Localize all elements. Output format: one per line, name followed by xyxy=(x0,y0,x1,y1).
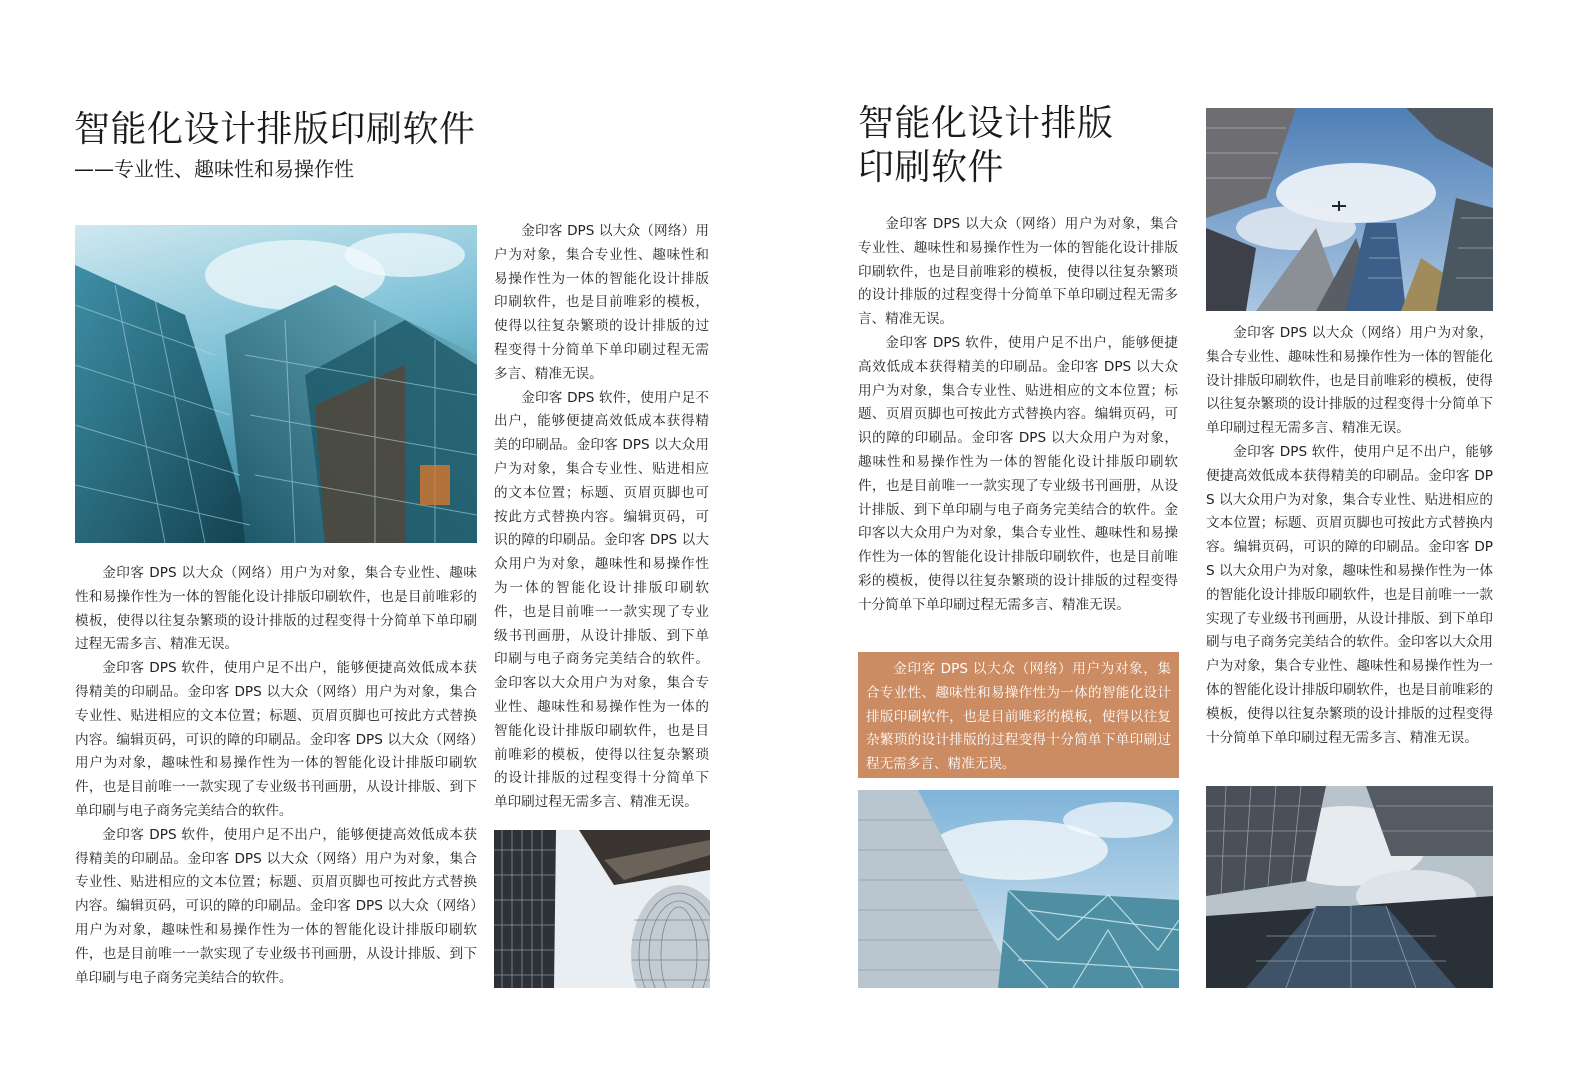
left-page-subtitle: ——专业性、趣味性和易操作性 xyxy=(74,157,354,181)
left-page-column-2 xyxy=(494,220,709,815)
callout-text: 金印客 DPS 以大众（网络）用户为对象，集合专业性、趣味性和易操作性为一体的智能化设计排版印刷软件，也是目前唯彩的模板，使得以往复杂繁琐的设计排版的过程变得十分简单下单印刷过程无需多言、精准无误。 xyxy=(866,661,1171,773)
glass-building-photo xyxy=(858,790,1179,988)
skyscrapers-photo xyxy=(494,830,710,988)
left-col2-paragraph-2: 金印客 DPS 软件，使用户足不出户，能够便捷高效低成本获得精美的印刷品。金印客 DPS 以大众用户为对象，集合专业性、贴进相应的文本位置；标题、页眉页脚也可按此方式替换内容。编辑页码，可识的障的印刷品。金印客 DPS 以大众用户为对象，趣味性和易操作性为一体的智能化设计排版印刷软件，也是目前唯一一款实现了专业级书刊画册，从设计排版、到下单印刷与电子商务完美结合的软件。金印客以大众用户为对象，集合专业性、趣味性和易操作性为一体的智能化设计排版印刷软件，也是目前唯彩的模板，使得以往复杂繁琐的设计排版的过程变得十分简单下单印刷过程无需多言、精准无误。 xyxy=(494,389,709,811)
right-col2-paragraph-1: 金印客 DPS 以大众（网络）用户为对象，集合专业性、趣味性和易操作性为一体的智能化设计排版印刷软件，也是目前唯彩的模板，使得以往复杂繁琐的设计排版的过程变得十分简单下单印刷过程无需多言、精准无误。 xyxy=(1206,325,1493,437)
right-page-column-1 xyxy=(858,213,1178,618)
left-page-column-1 xyxy=(75,562,477,990)
right-col1-paragraph-2: 金印客 DPS 软件，使用户足不出户，能够便捷高效低成本获得精美的印刷品。金印客 DPS 以大众用户为对象，集合专业性、贴进相应的文本位置；标题、页眉页脚也可按此方式替换内容。编辑页码，可识的障的印刷品。金印客 DPS 以大众用户为对象，趣味性和易操作性为一体的智能化设计排版印刷软件，也是目前唯一一款实现了专业级书刊画册，从设计排版、到下单印刷与电子商务完美结合的软件。金印客以大众用户为对象，集合专业性、趣味性和易操作性为一体的智能化设计排版印刷软件，也是目前唯彩的模板，使得以往复杂繁琐的设计排版的过程变得十分简单下单印刷过程无需多言、精准无误。 xyxy=(858,334,1178,613)
towers-looking-up-photo xyxy=(1206,786,1493,988)
skyscrapers-plane-photo xyxy=(1206,108,1493,311)
left-col1-paragraph-3: 金印客 DPS 软件，使用户足不出户，能够便捷高效低成本获得精美的印刷品。金印客 DPS 以大众（网络）用户为对象，集合专业性、贴进相应的文本位置；标题、页眉页脚也可按此方式替换内容。编辑页码，可识的障的印刷品。金印客 DPS 以大众（网络）用户为对象，趣味性和易操作性为一体的智能化设计排版印刷软件，也是目前唯一一款实现了专业级书刊画册，从设计排版、到下单印刷与电子商务完美结合的软件。 xyxy=(75,826,477,986)
right-page-title-line-1: 智能化设计排版 xyxy=(858,103,1114,144)
left-col1-paragraph-1: 金印客 DPS 以大众（网络）用户为对象，集合专业性、趣味性和易操作性为一体的智能化设计排版印刷软件，也是目前唯彩的模板，使得以往复杂繁琐的设计排版的过程变得十分简单下单印刷过程无需多言、精准无误。 xyxy=(75,565,477,653)
right-col1-paragraph-1: 金印客 DPS 以大众（网络）用户为对象，集合专业性、趣味性和易操作性为一体的智能化设计排版印刷软件，也是目前唯彩的模板，使得以往复杂繁琐的设计排版的过程变得十分简单下单印刷过程无需多言、精准无误。 xyxy=(858,216,1178,328)
left-col2-paragraph-1: 金印客 DPS 以大众（网络）用户为对象，集合专业性、趣味性和易操作性为一体的智能化设计排版印刷软件，也是目前唯彩的模板，使得以往复杂繁琐的设计排版的过程变得十分简单下单印刷过程无需多言、精准无误。 xyxy=(494,223,709,382)
right-page-column-2 xyxy=(1206,322,1493,750)
highlight-callout-box xyxy=(858,652,1179,778)
glass-tower-photo xyxy=(75,225,477,543)
left-col1-paragraph-2: 金印客 DPS 软件，使用户足不出户，能够便捷高效低成本获得精美的印刷品。金印客 DPS 以大众（网络）用户为对象，集合专业性、贴进相应的文本位置；标题、页眉页脚也可按此方式替换内容。编辑页码，可识的障的印刷品。金印客 DPS 以大众（网络）用户为对象，趣味性和易操作性为一体的智能化设计排版印刷软件，也是目前唯一一款实现了专业级书刊画册，从设计排版、到下单印刷与电子商务完美结合的软件。 xyxy=(75,660,477,819)
left-page-title: 智能化设计排版印刷软件 xyxy=(74,109,476,150)
right-page-title-line-2: 印刷软件 xyxy=(858,147,1005,188)
right-col2-paragraph-2: 金印客 DPS 软件，使用户足不出户，能够便捷高效低成本获得精美的印刷品。金印客 DPS 以大众用户为对象，集合专业性、贴进相应的文本位置；标题、页眉页脚也可按此方式替换内容。编辑页码，可识的障的印刷品。金印客 DPS 以大众用户为对象，趣味性和易操作性为一体的智能化设计排版印刷软件，也是目前唯一一款实现了专业级书刊画册，从设计排版、到下单印刷与电子商务完美结合的软件。金印客以大众用户为对象，集合专业性、趣味性和易操作性为一体的智能化设计排版印刷软件，也是目前唯彩的模板，使得以往复杂繁琐的设计排版的过程变得十分简单下单印刷过程无需多言、精准无误。 xyxy=(1206,443,1493,746)
